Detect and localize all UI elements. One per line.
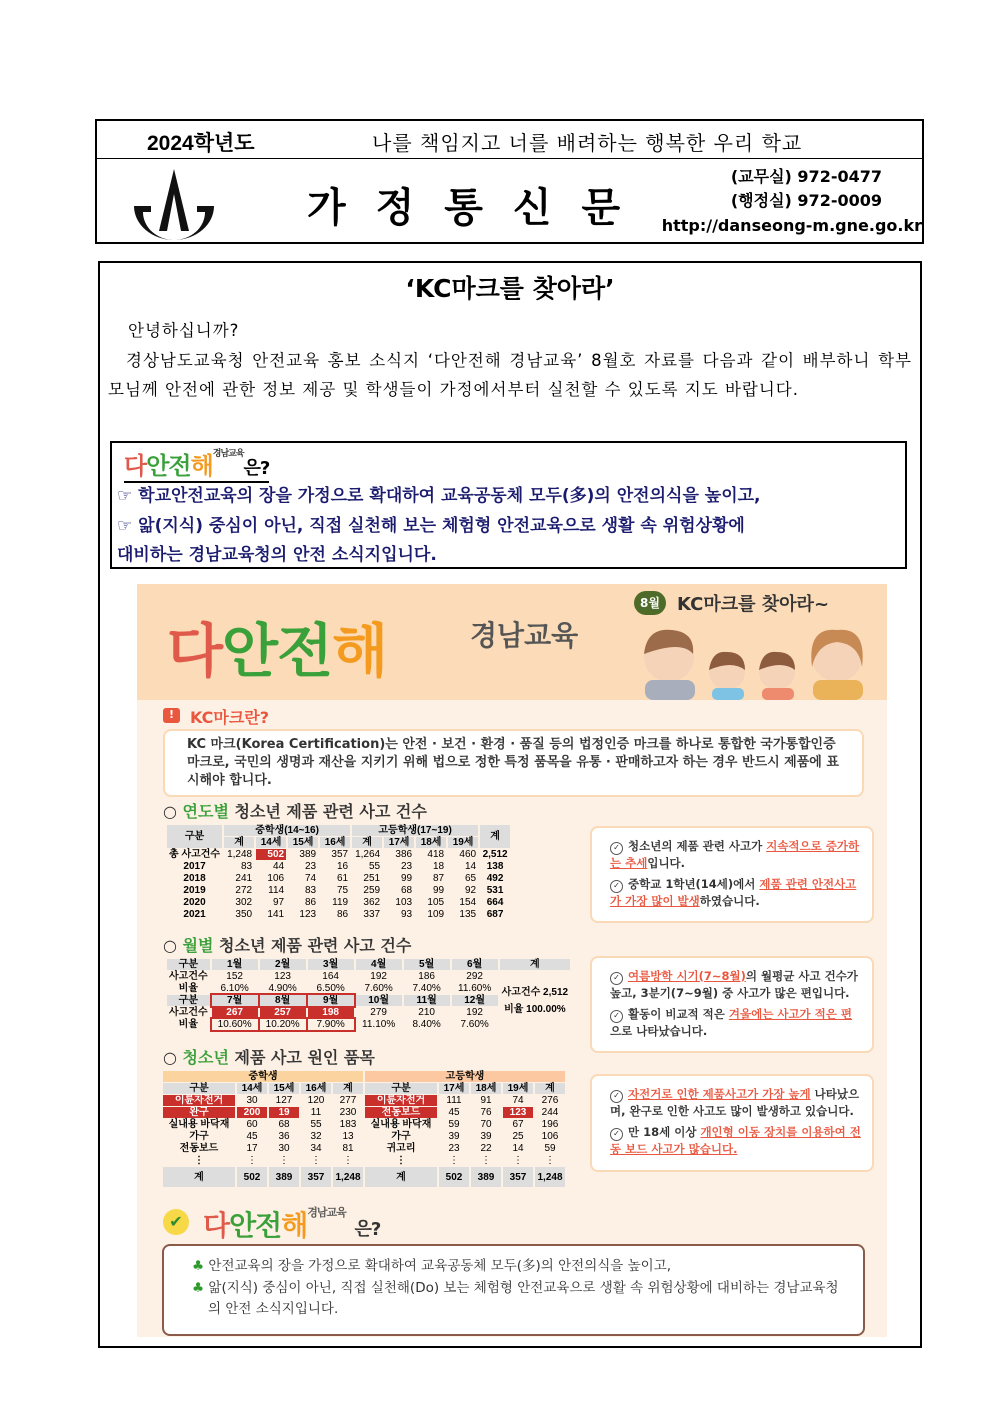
section-yearly-title: ○ 연도별 청소년 제품 관련 사고 건수: [163, 802, 427, 821]
table-cell: 18: [432, 861, 445, 872]
check-circle-icon: ✓: [610, 842, 623, 855]
table-cell: 전동보드: [365, 1107, 437, 1118]
table-cell: 350: [235, 909, 253, 920]
table-row: [167, 873, 510, 884]
table-cell: 386: [395, 849, 413, 860]
note-highlight: 개인형 이동 장치를 이용하여 전동 보드 사고가 많습니다.: [610, 1125, 861, 1156]
yearly-table: [165, 824, 512, 921]
table-cell: 23: [304, 861, 317, 872]
table-cell: 67: [512, 1119, 524, 1130]
note-text: 활동이 비교적 적은: [628, 1007, 729, 1021]
note-highlight: 제품 관련 안전사고가 가장 많이 발생: [610, 877, 857, 908]
cause-notes: [590, 1074, 874, 1172]
column-header: 17세: [384, 837, 414, 848]
table-cell: 39: [480, 1131, 492, 1142]
table-cell: 183: [339, 1119, 357, 1130]
school-url[interactable]: http://danseong-m.gne.go.kr: [661, 216, 922, 235]
table-cell: 192: [466, 1007, 483, 1018]
column-header: 19세: [448, 837, 478, 848]
table-cell: 비율: [178, 983, 198, 994]
table-cell: 가구: [189, 1131, 209, 1142]
table-cell: 2021: [183, 909, 206, 920]
table-cell: 비율: [178, 1019, 198, 1030]
table-row: [167, 897, 510, 908]
column-header: 3월: [308, 959, 354, 970]
table-cell: 4.90%: [268, 983, 297, 994]
table-cell: 302: [235, 897, 253, 908]
column-header: 5월: [404, 959, 450, 970]
table-cell: ⋮: [396, 1155, 406, 1166]
table-row: [163, 1119, 565, 1130]
logo-subtitle: 경남교육: [470, 619, 579, 652]
table-row: [163, 1095, 565, 1106]
intro-line: ☞ 학교안전교육의 장을 가정으로 확대하여 교육공동체 모두(多)의 안전의식을 높이고,: [117, 486, 761, 506]
bottom-summary-box: [162, 1244, 865, 1336]
table-cell: 22: [480, 1143, 492, 1154]
table-cell: 34: [310, 1143, 322, 1154]
table-cell: 531: [486, 885, 504, 896]
table-cell: 154: [459, 897, 477, 908]
column-header: 16세: [320, 837, 350, 848]
table-cell: 32: [310, 1131, 322, 1142]
table-cell: 502: [256, 849, 286, 860]
table-cell: 사고건수: [169, 971, 208, 982]
table-cell: 7.60%: [460, 1019, 489, 1030]
table-row: [163, 1143, 565, 1154]
table-cell: 2,512: [482, 849, 508, 860]
table-cell: 17: [246, 1143, 258, 1154]
table-cell: 97: [272, 897, 285, 908]
table-cell: 23: [448, 1143, 460, 1154]
table-cell: 99: [432, 885, 445, 896]
table-row: [163, 1155, 565, 1166]
table-cell: 86: [304, 897, 317, 908]
table-cell: 210: [418, 1007, 435, 1018]
note-text: 중학교 1학년(14세)에서: [628, 877, 760, 891]
table-row: [163, 1167, 565, 1187]
note-item: [610, 876, 862, 909]
table-row: [167, 971, 570, 982]
monthly-total-count: 사고건수 2,512: [501, 986, 569, 998]
column-header: 계: [500, 959, 570, 970]
table-cell: 74: [512, 1095, 524, 1106]
table-cell: 실내용 바닥재: [370, 1119, 432, 1130]
check-circle-icon: ✓: [610, 1090, 623, 1103]
table-cell: 44: [272, 861, 285, 872]
clover-icon: ♣: [192, 1258, 209, 1274]
table-cell: 460: [459, 849, 477, 860]
table-cell: 138: [486, 861, 504, 872]
total-cell: 357: [503, 1167, 533, 1187]
table-cell: 83: [240, 861, 253, 872]
infographic: [137, 584, 887, 1337]
intro-box: [110, 441, 907, 569]
table-cell: ⋮: [279, 1155, 289, 1166]
column-header: 7월: [212, 995, 258, 1006]
column-header: 구분: [163, 1083, 235, 1094]
table-cell: 2017: [183, 861, 206, 872]
note-text: 청소년의 제품 관련 사고가: [628, 839, 767, 853]
note-highlight: 여름방학 시기(7~8월): [628, 969, 746, 983]
yearly-notes: [590, 826, 874, 923]
note-text: 하였습니다.: [699, 894, 760, 908]
table-cell: 120: [307, 1095, 325, 1106]
column-header: 2월: [260, 959, 306, 970]
table-cell: 123: [503, 1107, 533, 1118]
total-cell: 502: [237, 1167, 267, 1187]
check-circle-icon: ✓: [610, 1010, 623, 1023]
monthly-total: [500, 971, 570, 1030]
greeting: 안녕하십니까?: [128, 321, 240, 340]
total-cell: 1,248: [535, 1167, 565, 1187]
column-header: 14세: [256, 837, 286, 848]
infographic-banner: [137, 584, 887, 700]
table-cell: 103: [395, 897, 413, 908]
table-cell: 1,264: [355, 849, 381, 860]
table-cell: 279: [370, 1007, 387, 1018]
table-cell: 123: [274, 971, 291, 982]
table-cell: 83: [304, 885, 317, 896]
table-cell: 251: [363, 873, 381, 884]
table-cell: 30: [278, 1143, 290, 1154]
table-cell: 198: [308, 1007, 354, 1018]
table-cell: 13: [342, 1131, 354, 1142]
column-header: 12월: [452, 995, 498, 1006]
note-text: 만 18세 이상: [628, 1125, 701, 1139]
summary-line: ♣ 앎(지식) 중심이 아닌, 직접 실천해(Do) 보는 체험형 안전교육으로 생활 속 위험상황에 대비하는 경남교육청의 안전 소식지입니다.: [192, 1280, 839, 1317]
column-header: 구분: [365, 1083, 437, 1094]
column-header: 구분: [167, 959, 210, 970]
kc-heading: KC마크란?: [190, 708, 270, 727]
table-row: [167, 959, 570, 970]
table-cell: 완구: [163, 1107, 235, 1118]
note-highlight: 겨울에는 사고가 적은 편: [728, 1007, 852, 1021]
table-cell: 70: [480, 1119, 492, 1130]
table-cell: 123: [299, 909, 317, 920]
table-cell: 75: [336, 885, 349, 896]
column-header: 6월: [452, 959, 498, 970]
table-row: [163, 1083, 565, 1094]
table-cell: 230: [339, 1107, 357, 1118]
daanjeonhae-logo: 다안전해$^{경남교육}$ 은?: [203, 1206, 381, 1242]
table-cell: 1,248: [227, 849, 253, 860]
monthly-table: [165, 958, 572, 1031]
total-cell: 계: [163, 1167, 235, 1187]
table-cell: 2018: [183, 873, 206, 884]
table-cell: 111: [446, 1095, 462, 1106]
kc-description: KC 마크(Korea Certification)는 안전 · 보건 · 환경 · 품질 등의 법정인증 마크를 하나로 통합한 국가통합인증마크로, 국민의 생명과 재산을 지키기 위해 법으로 정한 특정 품목을 유통 · 판매하고자 하는 경우 반드시 제품에 표시해야 합니다.: [163, 729, 864, 797]
table-cell: ⋮: [247, 1155, 257, 1166]
intro-line: ☞ 앎(지식) 중심이 아닌, 직접 실천해 보는 체험형 안전교육으로 생활 속 위험상황에: [117, 516, 745, 536]
table-cell: ⋮: [311, 1155, 321, 1166]
table-cell: ⋮: [481, 1155, 491, 1166]
section-cause-title: ○ 청소년 제품 사고 원인 품목: [163, 1048, 375, 1067]
table-cell: 200: [237, 1107, 267, 1118]
table-cell: 19: [269, 1107, 299, 1118]
column-header: 계: [480, 825, 510, 848]
total-cell: 계: [365, 1167, 437, 1187]
table-cell: 68: [278, 1119, 290, 1130]
table-cell: 93: [400, 909, 413, 920]
table-cell: 257: [260, 1007, 306, 1018]
table-cell: 74: [304, 873, 317, 884]
phone-admin: (행정실) 972-0009: [730, 191, 882, 210]
table-cell: 109: [427, 909, 445, 920]
table-cell: 91: [480, 1095, 492, 1106]
table-cell: 7.40%: [412, 983, 441, 994]
table-cell: ⋮: [513, 1155, 523, 1166]
clover-icon: ♣: [192, 1280, 209, 1296]
summary-line: ♣ 안전교육의 장을 가정으로 확대하여 교육공동체 모두(多)의 안전의식을 높이고,: [192, 1258, 672, 1274]
column-header: 17세: [439, 1083, 469, 1094]
table-cell: 총 사고건수: [169, 849, 221, 860]
table-cell: 135: [459, 909, 477, 920]
table-cell: 259: [363, 885, 381, 896]
table-cell: 실내용 바닥재: [168, 1119, 230, 1130]
group-header: 고등학생: [365, 1071, 565, 1082]
table-cell: 이륜자전거: [365, 1095, 437, 1106]
table-row: [163, 1131, 565, 1142]
table-cell: 241: [235, 873, 253, 884]
check-circle-icon: ✓: [610, 880, 623, 893]
table-cell: 141: [267, 909, 285, 920]
column-group-header: 고등학생(17~19): [352, 825, 478, 836]
table-cell: 59: [544, 1143, 556, 1154]
note-text: 으로 나타났습니다.: [610, 1024, 708, 1038]
family-illustration-icon: [627, 622, 882, 700]
table-cell: 11.60%: [458, 983, 492, 994]
table-cell: 61: [336, 873, 349, 884]
phone-office: (교무실) 972-0477: [730, 167, 882, 186]
table-cell: 127: [275, 1095, 293, 1106]
column-header: 계: [224, 837, 254, 848]
table-cell: 16: [336, 861, 349, 872]
table-cell: 45: [448, 1107, 460, 1118]
table-cell: 39: [448, 1131, 460, 1142]
section-monthly-title: ○ 월별 청소년 제품 관련 사고 건수: [163, 936, 412, 955]
table-cell: 2020: [183, 897, 206, 908]
table-cell: 2019: [183, 885, 206, 896]
column-header: 11월: [404, 995, 450, 1006]
table-cell: 55: [368, 861, 381, 872]
table-cell: 59: [448, 1119, 460, 1130]
table-cell: 10.60%: [212, 1019, 258, 1030]
table-cell: 68: [400, 885, 413, 896]
intro-line: 대비하는 경남교육청의 안전 소식지입니다.: [117, 545, 437, 565]
total-cell: 389: [269, 1167, 299, 1187]
table-cell: 337: [363, 909, 381, 920]
table-cell: 81: [342, 1143, 354, 1154]
column-header: 19세: [503, 1083, 533, 1094]
table-cell: 687: [486, 909, 504, 920]
table-cell: 36: [278, 1131, 290, 1142]
table-row: [163, 1107, 565, 1118]
school-year: 2024학년도: [147, 132, 255, 155]
table-cell: 114: [268, 885, 285, 896]
column-header: 9월: [308, 995, 354, 1006]
column-header: 15세: [269, 1083, 299, 1094]
column-header: 1월: [212, 959, 258, 970]
column-header: 15세: [288, 837, 318, 848]
table-cell: 45: [246, 1131, 258, 1142]
table-cell: 272: [235, 885, 253, 896]
table-cell: 192: [370, 971, 387, 982]
table-cell: 418: [427, 849, 445, 860]
daanjeonhae-logo: 다안전해: [167, 617, 388, 685]
school-logo-icon: [129, 166, 219, 241]
table-cell: 196: [541, 1119, 559, 1130]
table-cell: 25: [512, 1131, 524, 1142]
column-header: 14세: [237, 1083, 267, 1094]
table-cell: 267: [212, 1007, 258, 1018]
lightbulb-icon: ✔: [163, 1209, 189, 1235]
note-item: [610, 1086, 862, 1119]
table-cell: 23: [400, 861, 413, 872]
month-badge: 8월: [634, 591, 666, 615]
table-cell: 65: [464, 873, 477, 884]
column-header: 계: [333, 1083, 363, 1094]
newsletter-title: 가정통신문: [307, 185, 651, 231]
table-cell: 14: [512, 1143, 524, 1154]
column-group-header: 중학생(14~16): [224, 825, 350, 836]
letter-title: ‘KC마크를 찾아라’: [405, 274, 615, 303]
table-cell: 92: [464, 885, 477, 896]
school-motto: 나를 책임지고 너를 배려하는 행복한 우리 학교: [372, 131, 803, 155]
table-cell: 11: [310, 1107, 322, 1118]
column-header: 4월: [356, 959, 402, 970]
table-cell: 664: [486, 897, 504, 908]
table-cell: 164: [322, 971, 339, 982]
note-text: 의 월평균 사고 건수가 높고, 3분기(7~9월) 중 사고가 많은 편입니다.: [610, 969, 858, 1000]
total-cell: 389: [471, 1167, 501, 1187]
table-cell: 76: [480, 1107, 492, 1118]
table-row: [163, 1071, 565, 1082]
banner-title: KC마크를 찾아라~: [677, 594, 830, 615]
table-row: [167, 885, 510, 896]
note-item: [610, 968, 862, 1001]
table-cell: 362: [363, 897, 381, 908]
total-cell: 502: [439, 1167, 469, 1187]
table-cell: 277: [339, 1095, 357, 1106]
table-cell: 55: [310, 1119, 322, 1130]
note-item: [610, 1006, 862, 1039]
table-cell: 6.50%: [316, 983, 345, 994]
table-cell: 귀고리: [386, 1143, 416, 1154]
column-header: 18세: [416, 837, 446, 848]
table-cell: 119: [332, 897, 349, 908]
table-cell: 292: [466, 971, 483, 982]
column-header: 18세: [471, 1083, 501, 1094]
check-circle-icon: ✓: [610, 1128, 623, 1141]
daanjeonhae-logo: 다안전해$^{경남교육}$은?: [124, 446, 269, 483]
newsletter-header: [95, 119, 924, 244]
total-cell: 1,248: [333, 1167, 363, 1187]
column-header: 계: [535, 1083, 565, 1094]
table-cell: 106: [541, 1131, 559, 1142]
total-cell: 357: [301, 1167, 331, 1187]
column-header: 구분: [167, 995, 210, 1006]
table-row: [167, 909, 510, 920]
table-cell: 152: [226, 971, 243, 982]
letter-body: [98, 261, 922, 1348]
column-header: 10월: [356, 995, 402, 1006]
column-header: 8월: [260, 995, 306, 1006]
table-cell: 이륜자전거: [163, 1095, 235, 1106]
table-row: [167, 825, 510, 836]
column-header: 구분: [167, 825, 222, 848]
table-cell: 사고건수: [169, 1007, 208, 1018]
table-cell: 105: [427, 897, 445, 908]
letter-paragraph: 경상남도교육청 안전교육 홍보 소식지 ‘다안전해 경남교육’ 8월호 자료를 다음과 같이 배부하니 학부모님께 안전에 관한 정보 제공 및 학생들이 가정에서부터 실천할 수 있도록 지도 바랍니다.: [108, 351, 912, 399]
group-header: 중학생: [163, 1071, 363, 1082]
table-cell: ⋮: [194, 1155, 204, 1166]
table-cell: 14: [464, 861, 477, 872]
table-cell: 186: [418, 971, 435, 982]
table-cell: ⋮: [449, 1155, 459, 1166]
note-highlight: 자전거로 인한 제품사고가 가장 높게: [628, 1087, 811, 1101]
cause-table: [161, 1070, 567, 1188]
note-item: [610, 838, 862, 871]
note-text: 입니다.: [647, 856, 686, 870]
table-cell: 60: [246, 1119, 258, 1130]
check-circle-icon: ✓: [610, 972, 623, 985]
table-cell: 7.60%: [364, 983, 393, 994]
monthly-notes: [590, 956, 874, 1053]
table-cell: 10.20%: [260, 1019, 306, 1030]
table-row: [167, 861, 510, 872]
note-highlight: 지속적으로 증가하는 추세: [610, 839, 860, 870]
table-cell: 276: [541, 1095, 559, 1106]
table-cell: 전동보드: [179, 1143, 219, 1154]
table-cell: 87: [432, 873, 445, 884]
table-cell: 106: [267, 873, 285, 884]
monthly-total-ratio: 비율 100.00%: [504, 1003, 566, 1015]
table-cell: 389: [299, 849, 317, 860]
table-cell: 244: [541, 1107, 559, 1118]
table-cell: 357: [331, 849, 349, 860]
table-cell: 492: [486, 873, 504, 884]
table-cell: 8.40%: [412, 1019, 441, 1030]
table-cell: 가구: [391, 1131, 411, 1142]
column-header: 16세: [301, 1083, 331, 1094]
table-row: [167, 849, 510, 860]
table-cell: 86: [336, 909, 349, 920]
alert-icon: !: [163, 708, 180, 723]
table-cell: 6.10%: [220, 983, 249, 994]
table-cell: 7.90%: [308, 1019, 354, 1030]
column-header: 계: [352, 837, 382, 848]
note-item: [610, 1124, 862, 1157]
table-cell: 11.10%: [362, 1019, 396, 1030]
table-cell: 99: [400, 873, 413, 884]
table-cell: 30: [246, 1095, 258, 1106]
table-cell: ⋮: [545, 1155, 555, 1166]
table-cell: ⋮: [343, 1155, 353, 1166]
note-text: 나타났으며, 완구로 인한 사고도 많이 발생하고 있습니다.: [610, 1087, 860, 1118]
